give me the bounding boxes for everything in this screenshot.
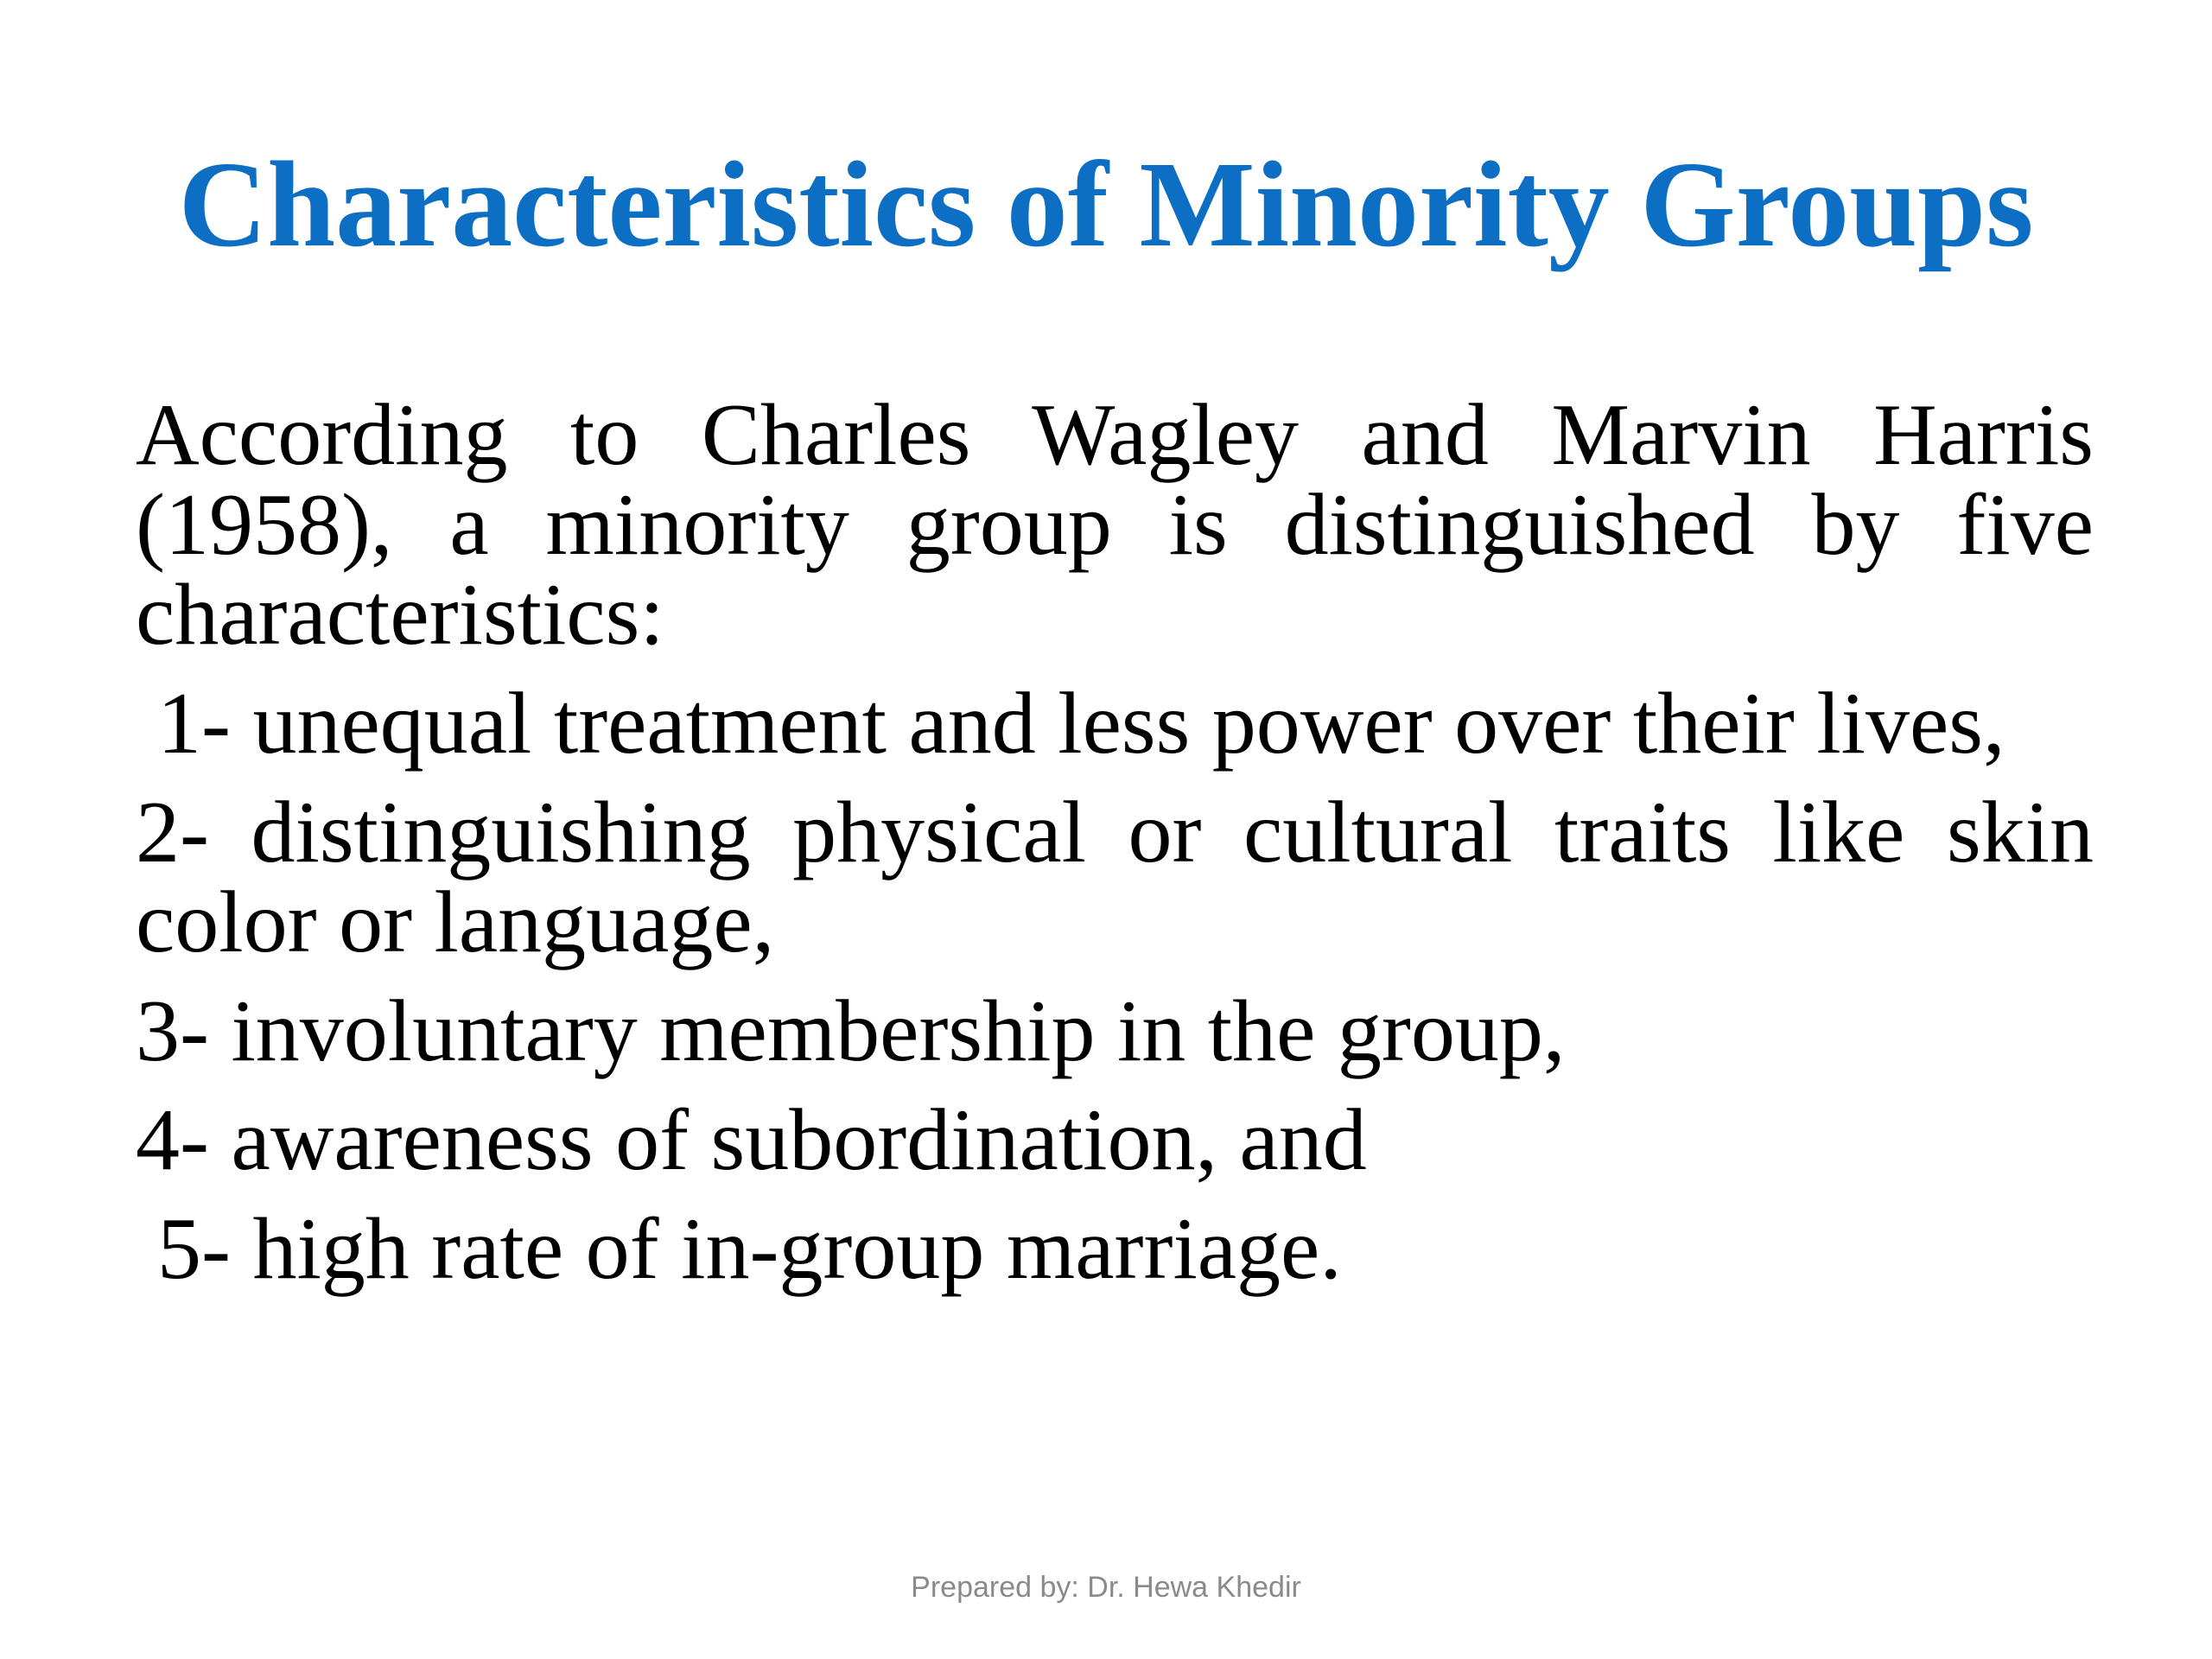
list-item: 1- unequal treatment and less power over their lives, xyxy=(157,675,2005,772)
intro-paragraph: According to Charles Wagley and Marvin Harris (1958), a minority group is distinguished by five characteristics: xyxy=(136,386,2094,664)
slide-body xyxy=(136,386,2094,1298)
list-item: 3- involuntary membership in the group, xyxy=(136,982,1566,1080)
slide-title: Characteristics of Minority Groups xyxy=(178,136,2034,272)
slide-footer: Prepared by: Dr. Hewa Khedir xyxy=(911,1571,1301,1604)
list-item: 4- awareness of subordination, and xyxy=(136,1091,1367,1189)
list-item: 5- high rate of in-group marriage. xyxy=(157,1200,1342,1298)
list-item: 2- distinguishing physical or cultural traits like skin color or language, xyxy=(136,784,2094,971)
